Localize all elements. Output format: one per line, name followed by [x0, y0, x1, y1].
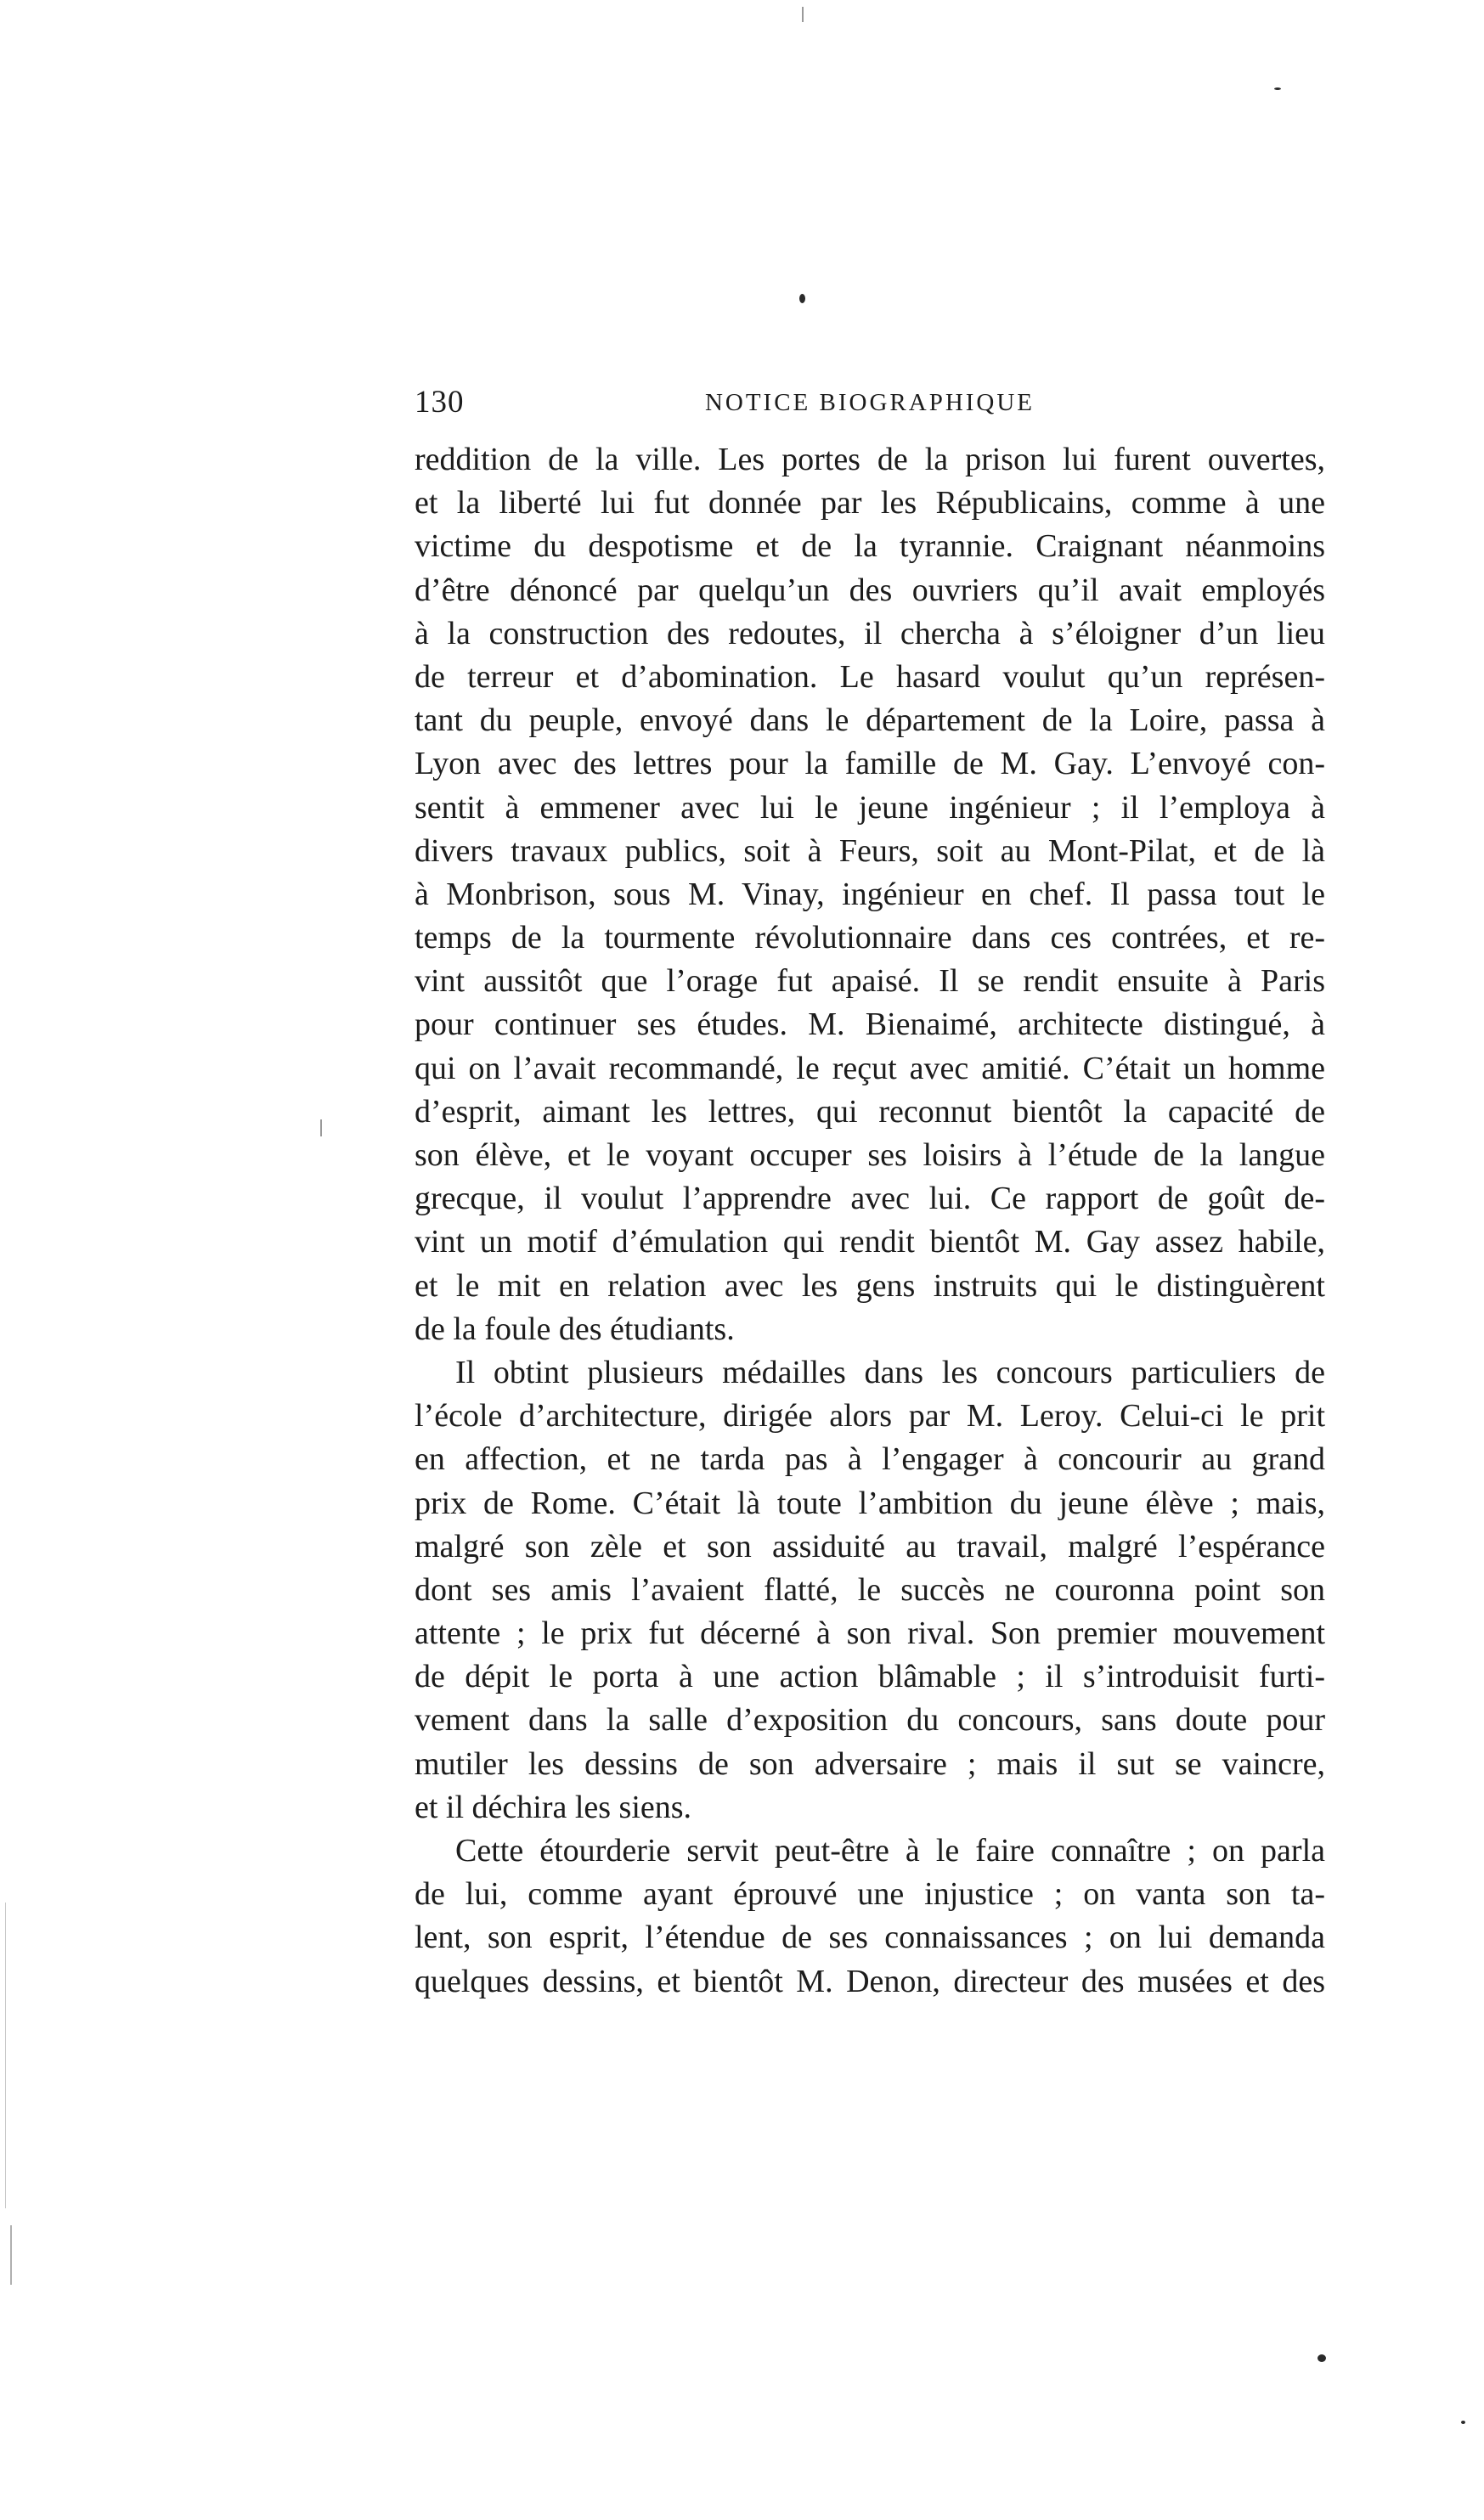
text-line: vint un motif d’émulation qui rendit bientôt M. Gay assez habile,: [415, 1224, 1325, 1260]
text-line: et il déchira les siens.: [415, 1789, 692, 1825]
text-line: d’esprit, aimant les lettres, qui reconnut bientôt la capacité de: [415, 1093, 1325, 1130]
text-line: pour continuer ses études. M. Bienaimé, architecte distingué, à: [415, 1006, 1325, 1043]
text-line: malgré son zèle et son assiduité au travail, malgré l’espérance: [415, 1528, 1325, 1564]
text-line: Cette étourderie servit peut-être à le faire connaître ; on parla: [455, 1833, 1325, 1869]
body-text: [415, 438, 1325, 2004]
page-number: 130: [415, 385, 465, 420]
text-line: divers travaux publics, soit à Feurs, soit au Mont-Pilat, et de là: [415, 832, 1325, 869]
page-header: [415, 384, 1325, 426]
text-line: dont ses amis l’avaient flatté, le succès ne couronna point son: [415, 1571, 1325, 1608]
text-line: mutiler les dessins de son adversaire ; mais il sut se vaincre,: [415, 1745, 1325, 1782]
text-line: son élève, et le voyant occuper ses loisirs à l’étude de la langue: [415, 1137, 1325, 1173]
scan-speck: [1318, 2354, 1326, 2362]
text-line: lent, son esprit, l’étendue de ses connaissances ; on lui demanda: [415, 1920, 1325, 1956]
text-line: et la liberté lui fut donnée par les Républicains, comme à une: [415, 485, 1325, 521]
scan-scratch: [320, 1119, 322, 1136]
text-line: d’être dénoncé par quelqu’un des ouvriers qu’il avait employés: [415, 572, 1325, 608]
text-line: de dépit le porta à une action blâmable ; il s’introduisit furti-: [415, 1659, 1325, 1695]
text-line: en affection, et ne tarda pas à l’engager à concourir au grand: [415, 1441, 1325, 1478]
text-line: de lui, comme ayant éprouvé une injustice ; on vanta son ta-: [415, 1876, 1325, 1913]
text-line: prix de Rome. C’était là toute l’ambition du jeune élève ; mais,: [415, 1485, 1325, 1521]
text-line: qui on l’avait recommandé, le reçut avec amitié. C’était un homme: [415, 1050, 1325, 1086]
text-line: vement dans la salle d’exposition du concours, sans doute pour: [415, 1702, 1325, 1739]
scan-scratch: [802, 7, 804, 22]
text-line: vint aussitôt que l’orage fut apaisé. Il se rendit ensuite à Paris: [415, 963, 1325, 1000]
text-line: temps de la tourmente révolutionnaire dans ces contrées, et re-: [415, 920, 1325, 956]
text-line: tant du peuple, envoyé dans le département de la Loire, passa à: [415, 702, 1325, 739]
text-line: reddition de la ville. Les portes de la prison lui furent ouvertes,: [415, 442, 1325, 477]
text-line: victime du despotisme et de la tyrannie. Craignant néanmoins: [415, 528, 1325, 565]
text-line: de terreur et d’abomination. Le hasard voulut qu’un représen-: [415, 658, 1325, 695]
text-line: Lyon avec des lettres pour la famille de M. Gay. L’envoyé con-: [415, 746, 1325, 782]
text-line: l’école d’architecture, dirigée alors par M. Leroy. Celui-ci le prit: [415, 1398, 1325, 1435]
scan-speck: [799, 294, 805, 303]
text-line: Il obtint plusieurs médailles dans les concours particuliers de: [455, 1354, 1325, 1390]
scan-scratch: [10, 2225, 12, 2285]
text-line: sentit à emmener avec lui le jeune ingénieur ; il l’employa à: [415, 789, 1325, 826]
text-line: et le mit en relation avec les gens instruits qui le distinguèrent: [415, 1267, 1325, 1304]
scan-scratch: [5, 1903, 6, 2208]
text-line: quelques dessins, et bientôt M. Denon, directeur des musées et des: [415, 1963, 1325, 1999]
text-line: à Monbrison, sous M. Vinay, ingénieur en chef. Il passa tout le: [415, 876, 1325, 912]
text-line: attente ; le prix fut décerné à son rival. Son premier mouvement: [415, 1615, 1325, 1652]
scan-speck: [1461, 2421, 1465, 2424]
scan-speck: [1274, 87, 1281, 90]
running-head: NOTICE BIOGRAPHIQUE: [704, 389, 1035, 416]
text-line: à la construction des redoutes, il chercha à s’éloigner d’un lieu: [415, 615, 1325, 651]
text-line: de la foule des étudiants.: [415, 1311, 735, 1347]
text-line: grecque, il voulut l’apprendre avec lui. Ce rapport de goût de-: [415, 1181, 1325, 1217]
